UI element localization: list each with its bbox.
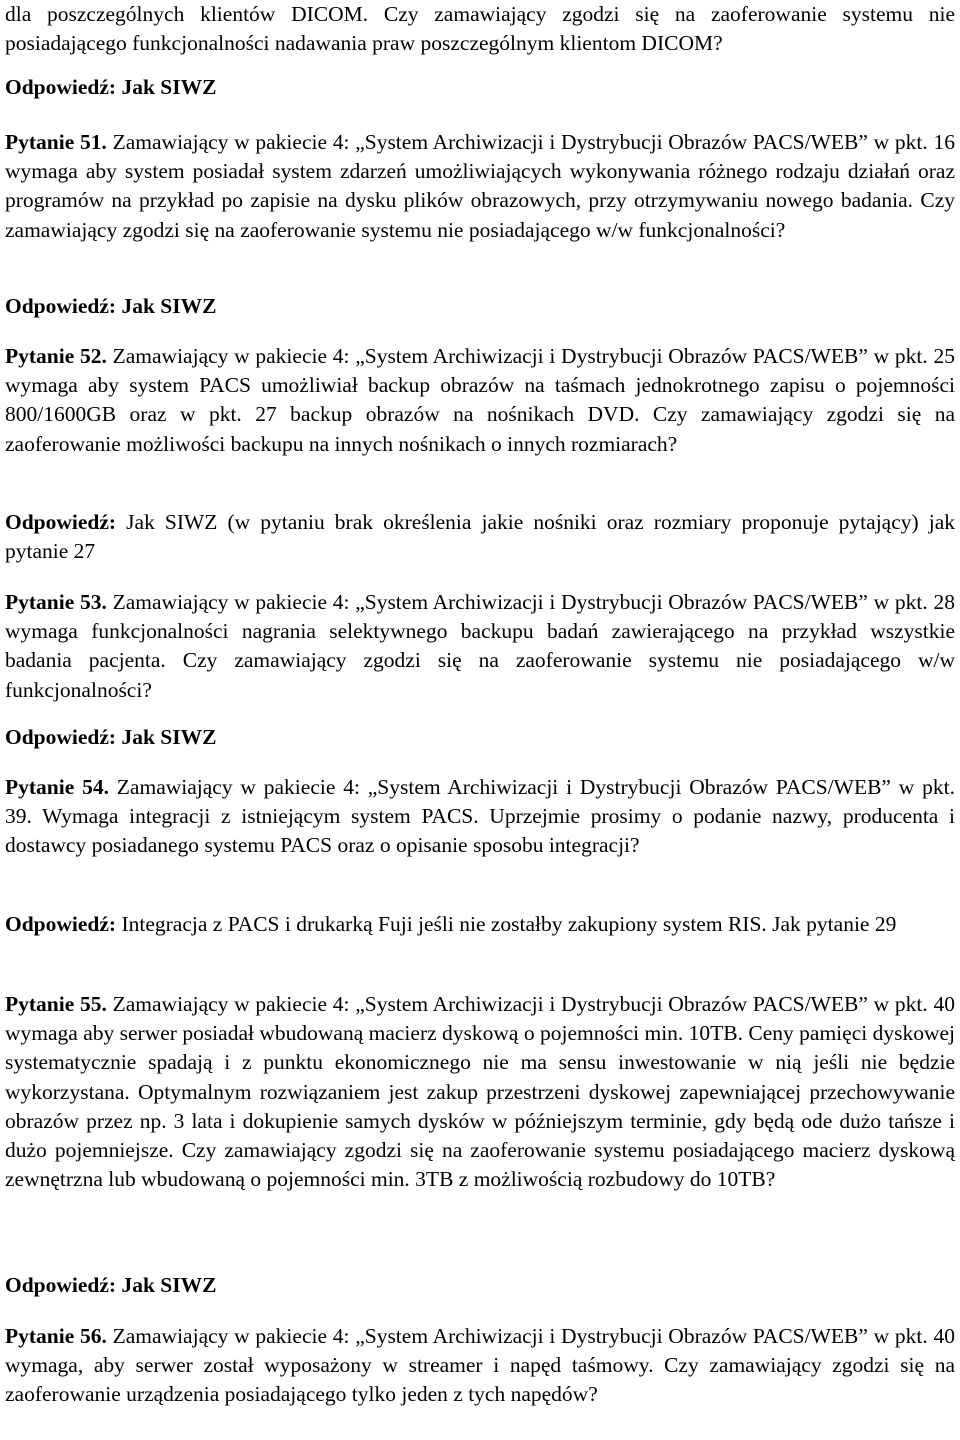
question-51 xyxy=(5,128,955,245)
question-54-label: Pytanie 54. xyxy=(5,775,109,799)
answer-52-text: Jak SIWZ (w pytaniu brak określenia jakie nośniki oraz rozmiary proponuje pytający) jak pytanie 27 xyxy=(5,510,956,564)
answer-55: Odpowiedź: Jak SIWZ xyxy=(5,1273,217,1297)
intro-answer: Odpowiedź: Jak SIWZ xyxy=(5,75,217,99)
question-56-label: Pytanie 56. xyxy=(5,1324,107,1348)
question-55 xyxy=(5,990,955,1194)
answer-54 xyxy=(5,910,955,939)
question-55-text: Zamawiający w pakiecie 4: „System Archiwizacji i Dystrybucji Obrazów PACS/WEB” w pkt. 40 wymaga aby serwer posiadał wbudowaną macierz dyskową o pojemności min. 10TB. Ceny pamięci dyskowej systematycznie spadają i z punktu ekonomicznego nie ma sensu inwestowanie w nią jeśli nie będzie wykorzystana. Optymalnym rozwiązaniem jest zakup przestrzeni dyskowej zapewniającej przechowywanie obrazów przez np. 3 lata i dokupienie samych dysków w późniejszym terminie, gdy będą ode dużo tańsze i dużo pojemniejsze. Czy zamawiający zgodzi się na zaoferowanie systemu posiadającego macierz dyskową zewnętrzna lub wbudowaną o pojemności min. 3TB z możliwością rozbudowy do 10TB? xyxy=(5,992,955,1192)
answer-54-label: Odpowiedź: xyxy=(5,912,117,936)
question-56 xyxy=(5,1322,955,1410)
question-53 xyxy=(5,588,955,705)
question-51-label: Pytanie 51. xyxy=(5,130,107,154)
question-51-text: Zamawiający w pakiecie 4: „System Archiwizacji i Dystrybucji Obrazów PACS/WEB” w pkt. 16 wymaga aby system posiadał system zdarzeń umożliwiających wykonywania różnego rodzaju działań oraz programów na przykład po zapisie na dysku plików obrazowych, przy otrzymywaniu nowego badania. Czy zamawiający zgodzi się na zaoferowanie systemu nie posiadającego w/w funkcjonalności? xyxy=(5,130,955,242)
intro-paragraph xyxy=(5,0,955,58)
answer-54-text: Integracja z PACS i drukarką Fuji jeśli nie zostałby zakupiony system RIS. Jak pytanie 29 xyxy=(121,912,897,936)
question-52-text: Zamawiający w pakiecie 4: „System Archiwizacji i Dystrybucji Obrazów PACS/WEB” w pkt. 25 wymaga aby system PACS umożliwiał backup obrazów na taśmach jednokrotnego zapisu o pojemności 800/1600GB oraz w pkt. 27 backup obrazów na nośnikach DVD. Czy zamawiający zgodzi się na zaoferowanie możliwości backupu na innych nośnikach o innych rozmiarach? xyxy=(5,344,955,456)
question-52-label: Pytanie 52. xyxy=(5,344,107,368)
question-56-text: Zamawiający w pakiecie 4: „System Archiwizacji i Dystrybucji Obrazów PACS/WEB” w pkt. 40 wymaga, aby serwer został wyposażony w streamer i napęd taśmowy. Czy zamawiający zgodzi się na zaoferowanie urządzenia posiadającego tylko jeden z tych napędów? xyxy=(5,1324,955,1407)
question-53-text: Zamawiający w pakiecie 4: „System Archiwizacji i Dystrybucji Obrazów PACS/WEB” w pkt. 28 wymaga funkcjonalności nagrania selektywnego backupu badań zawierającego na przykład wszystkie badania pacjenta. Czy zamawiający zgodzi się na zaoferowanie systemu nie posiadającego w/w funkcjonalności? xyxy=(5,590,955,702)
question-53-label: Pytanie 53. xyxy=(5,590,107,614)
question-55-label: Pytanie 55. xyxy=(5,992,107,1016)
answer-52 xyxy=(5,508,955,566)
question-54-text: Zamawiający w pakiecie 4: „System Archiwizacji i Dystrybucji Obrazów PACS/WEB” w pkt. 39. Wymaga integracji z istniejącym system PACS. Uprzejmie prosimy o podanie nazwy, producenta i dostawcy posiadanego systemu PACS oraz o opisanie sposobu integracji? xyxy=(5,775,955,858)
question-52 xyxy=(5,342,955,459)
intro-text: dla poszczególnych klientów DICOM. Czy zamawiający zgodzi się na zaoferowanie systemu nie posiadającego funkcjonalności nadawania praw poszczególnym klientom DICOM? xyxy=(5,2,955,56)
answer-51: Odpowiedź: Jak SIWZ xyxy=(5,294,217,318)
question-54 xyxy=(5,773,955,861)
answer-52-label: Odpowiedź: xyxy=(5,510,117,534)
answer-53: Odpowiedź: Jak SIWZ xyxy=(5,725,217,749)
